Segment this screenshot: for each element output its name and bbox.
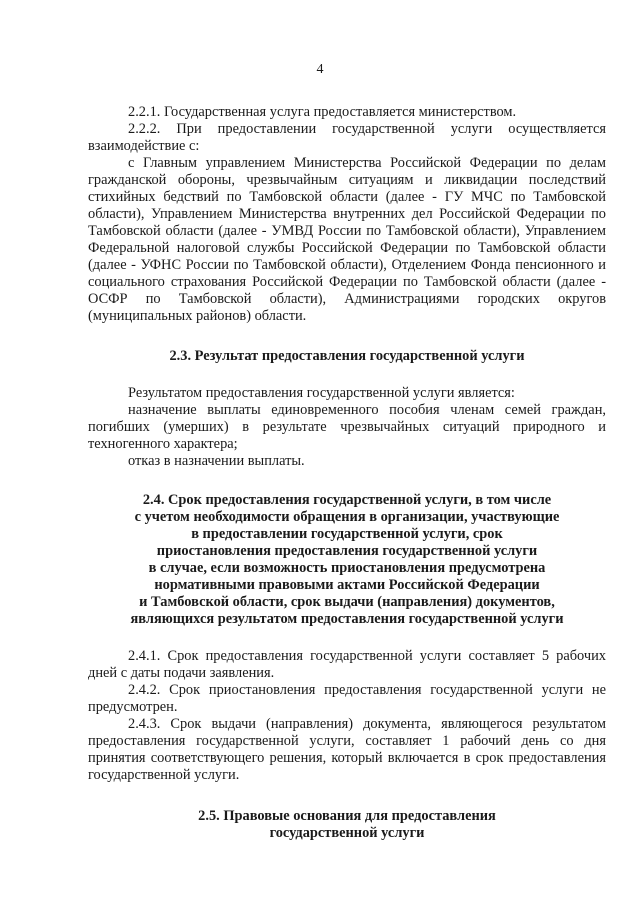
document-body: [88, 104, 606, 842]
heading-2-5: [88, 808, 606, 842]
heading-2-5-line: 2.5. Правовые основания для предоставления: [198, 808, 496, 824]
heading-2-4-line: в случае, если возможность приостановления предусмотрена: [148, 560, 546, 576]
heading-2-4: [88, 492, 606, 628]
paragraph-2-2-1: 2.2.1. Государственная услуга предоставляется министерством.: [128, 104, 517, 120]
paragraph-2-2-2-line1: 2.2.2. При предоставлении государственной услуги осуществляется: [128, 121, 606, 137]
heading-2-4-line: и Тамбовской области, срок выдачи (направления) документов,: [139, 594, 555, 610]
page-number: 4: [316, 62, 324, 77]
heading-2-5-line: государственной услуги: [269, 825, 425, 841]
heading-2-4-line: являющихся результатом предоставления государственной услуги: [130, 611, 564, 627]
heading-2-4-line: приостановления предоставления государственной услуги: [156, 543, 538, 559]
paragraph-2-2-2-body: с Главным управлением Министерства Российской Федерации по делам гражданской обороны, чрезвычайным ситуациям и ликвидации последствий стихийных бедствий по Тамбовской области (далее - ГУ МЧС по Тамбовской области), Управлением Министерства внутренних дел Российской Федерации по Тамбовской области (далее - УМВД России по Тамбовской области), Управлением Федеральной налоговой службы Российской Федерации по Тамбовской области (далее - УФНС России по Тамбовской области), Отделением Фонда пенсионного и социального страхования Российской Федерации по Тамбовской области (далее - ОСФР по Тамбовской области), Администрациями городских округов (муниципальных районов) области.: [88, 155, 606, 324]
heading-2-4-line: нормативными правовыми актами Российской Федерации: [154, 577, 540, 593]
paragraph-2-2-2-line2: взаимодействие с:: [88, 138, 200, 154]
paragraph-2-4-2: 2.4.2. Срок приостановления предоставления государственной услуги не предусмотрен.: [88, 682, 606, 715]
paragraph-2-3-item1: назначение выплаты единовременного пособия членам семей граждан, погибших (умерших) в результате чрезвычайных ситуаций природного и техногенного характера;: [88, 402, 606, 452]
heading-2-4-line: в предоставлении государственной услуги, срок: [191, 526, 503, 542]
heading-2-3: 2.3. Результат предоставления государственной услуги: [169, 348, 525, 364]
paragraph-2-4-1: 2.4.1. Срок предоставления государственной услуги составляет 5 рабочих дней с даты подачи заявления.: [88, 648, 606, 681]
heading-2-4-line: с учетом необходимости обращения в организации, участвующие: [134, 509, 560, 525]
paragraph-2-3-item2: отказ в назначении выплаты.: [128, 453, 305, 469]
heading-2-4-line: 2.4. Срок предоставления государственной услуги, в том числе: [142, 492, 552, 508]
paragraph-2-3-intro: Результатом предоставления государственной услуги является:: [128, 385, 515, 401]
paragraph-2-4-3: 2.4.3. Срок выдачи (направления) документа, являющегося результатом предоставления государственной услуги, составляет 1 рабочий день со дня принятия соответствующего решения, который включается в срок предоставления государственной услуги.: [88, 716, 606, 783]
